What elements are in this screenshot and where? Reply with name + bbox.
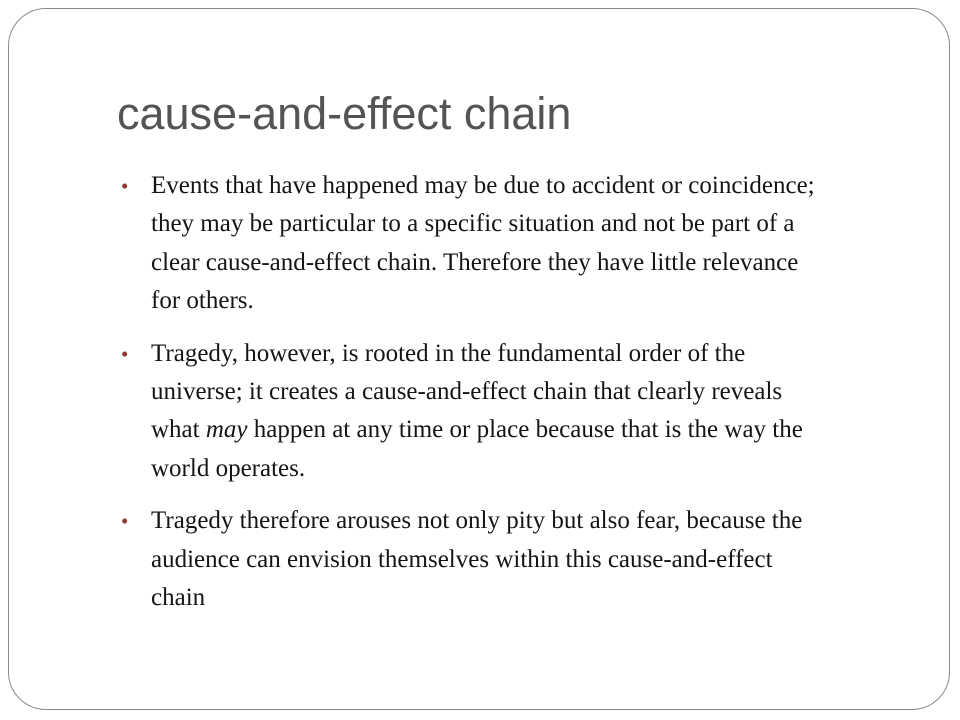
bullet-item [121,335,921,489]
bullet-line: they may be particular to a specific situation and not be part of a [151,210,795,238]
slide-frame [8,8,950,710]
bullet-text [151,335,921,489]
slide-title: cause-and-effect chain [117,88,572,139]
bullet-text [151,502,921,617]
bullet-line: Tragedy therefore arouses not only pity but also fear, because the [151,507,803,535]
emphasized-word: may [205,416,248,444]
bullet-line: clear cause-and-effect chain. Therefore they have little relevance [151,248,799,276]
bullet-line: world operates. [151,454,306,482]
bullet-line: universe; it creates a cause-and-effect chain that clearly reveals [151,378,783,406]
bullet-line: audience can envision themselves within this cause-and-effect [151,545,773,573]
bullet-dot-icon: • [121,509,129,534]
bullet-item [121,502,921,617]
bullet-list [121,167,921,631]
bullet-line: what may happen at any time or place because that is the way the [151,416,803,444]
bullet-text [151,167,921,321]
bullet-item [121,167,921,321]
bullet-dot-icon: • [121,174,129,198]
bullet-line: Tragedy, however, is rooted in the fundamental order of the [151,339,746,367]
bullet-line: Events that have happened may be due to accident or coincidence; [151,172,815,199]
bullet-line: chain [151,584,206,612]
bullet-line: for others. [151,287,254,315]
bullet-dot-icon: • [121,341,129,366]
